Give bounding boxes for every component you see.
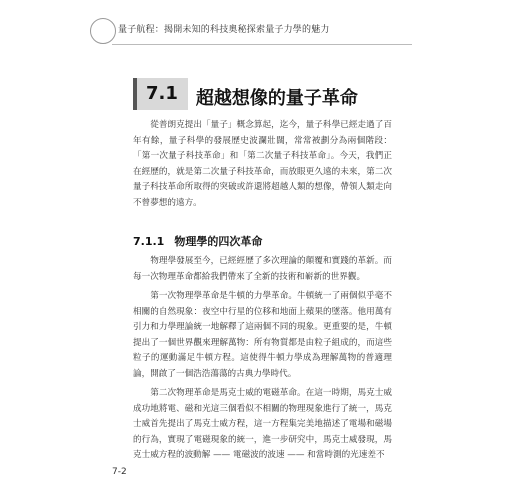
subsection-number: 7.1.1 (133, 235, 165, 248)
subsection-heading (133, 233, 272, 249)
section-title (133, 78, 358, 110)
paragraph: 第二次物理革命是馬克士威的電磁革命。在這一時期，馬克士威成功地將電、磁和光這三個看似不相關的物理現象進行了統一，馬克士威首先提出了馬克士威方程，這一方程集完美地描述了電場和磁場的行為，實現了電磁現象的統一，進一步研究中，馬克士威發現，馬克士威方程的波動解 —— 電磁波的波速 —— 和當時測的光速差不 (133, 388, 392, 460)
section-number: 7.1 (133, 78, 188, 110)
intro-paragraph: 從普朗克提出「量子」概念算起，迄今，量子科學已經走過了百年有餘，量子科學的發展歷史波瀾壯闊，常常被劃分為兩個階段：「第一次量子科技革命」和「第二次量子科技革命」。今天，我們正在經歷的，就是第二次量子科技革命，而放眼更久遠的未來，第二次量子科技革命所取得的突破或許還將超越人類的想像，帶領人類走向不曾夢想的遠方。 (133, 120, 392, 208)
chapter-badge-icon (90, 18, 116, 44)
paragraph: 物理學發展至今，已經經歷了多次理論的顛覆和實踐的革新。而每一次物理革命都給我們帶來了全新的技術和嶄新的世界觀。 (133, 256, 392, 282)
body-block (133, 254, 392, 464)
intro-block (133, 118, 392, 211)
paragraph: 第一次物理學革命是牛頓的力學革命。牛頓統一了兩個似乎毫不相關的自然現象：夜空中行星的位移和地面上蘋果的墜落。他用萬有引力和力學理論統一地解釋了這兩個不同的現象。更重要的是，牛頓提出了一個世界觀來理解萬物：所有物質都是由粒子組成的，而這些粒子的運動滿足牛頓方程。這使得牛頓力學成為理解萬物的普適理論，開啟了一個浩浩蕩蕩的古典力學時代。 (133, 291, 392, 379)
page-number: 7-2 (112, 467, 127, 477)
subsection-title: 物理學的四次革命 (174, 235, 263, 248)
running-header: 量子航程：揭開未知的科技奧秘探索量子力學的魅力 (118, 25, 330, 35)
header-divider (112, 44, 412, 45)
section-title-text: 超越想像的量子革命 (195, 88, 358, 109)
